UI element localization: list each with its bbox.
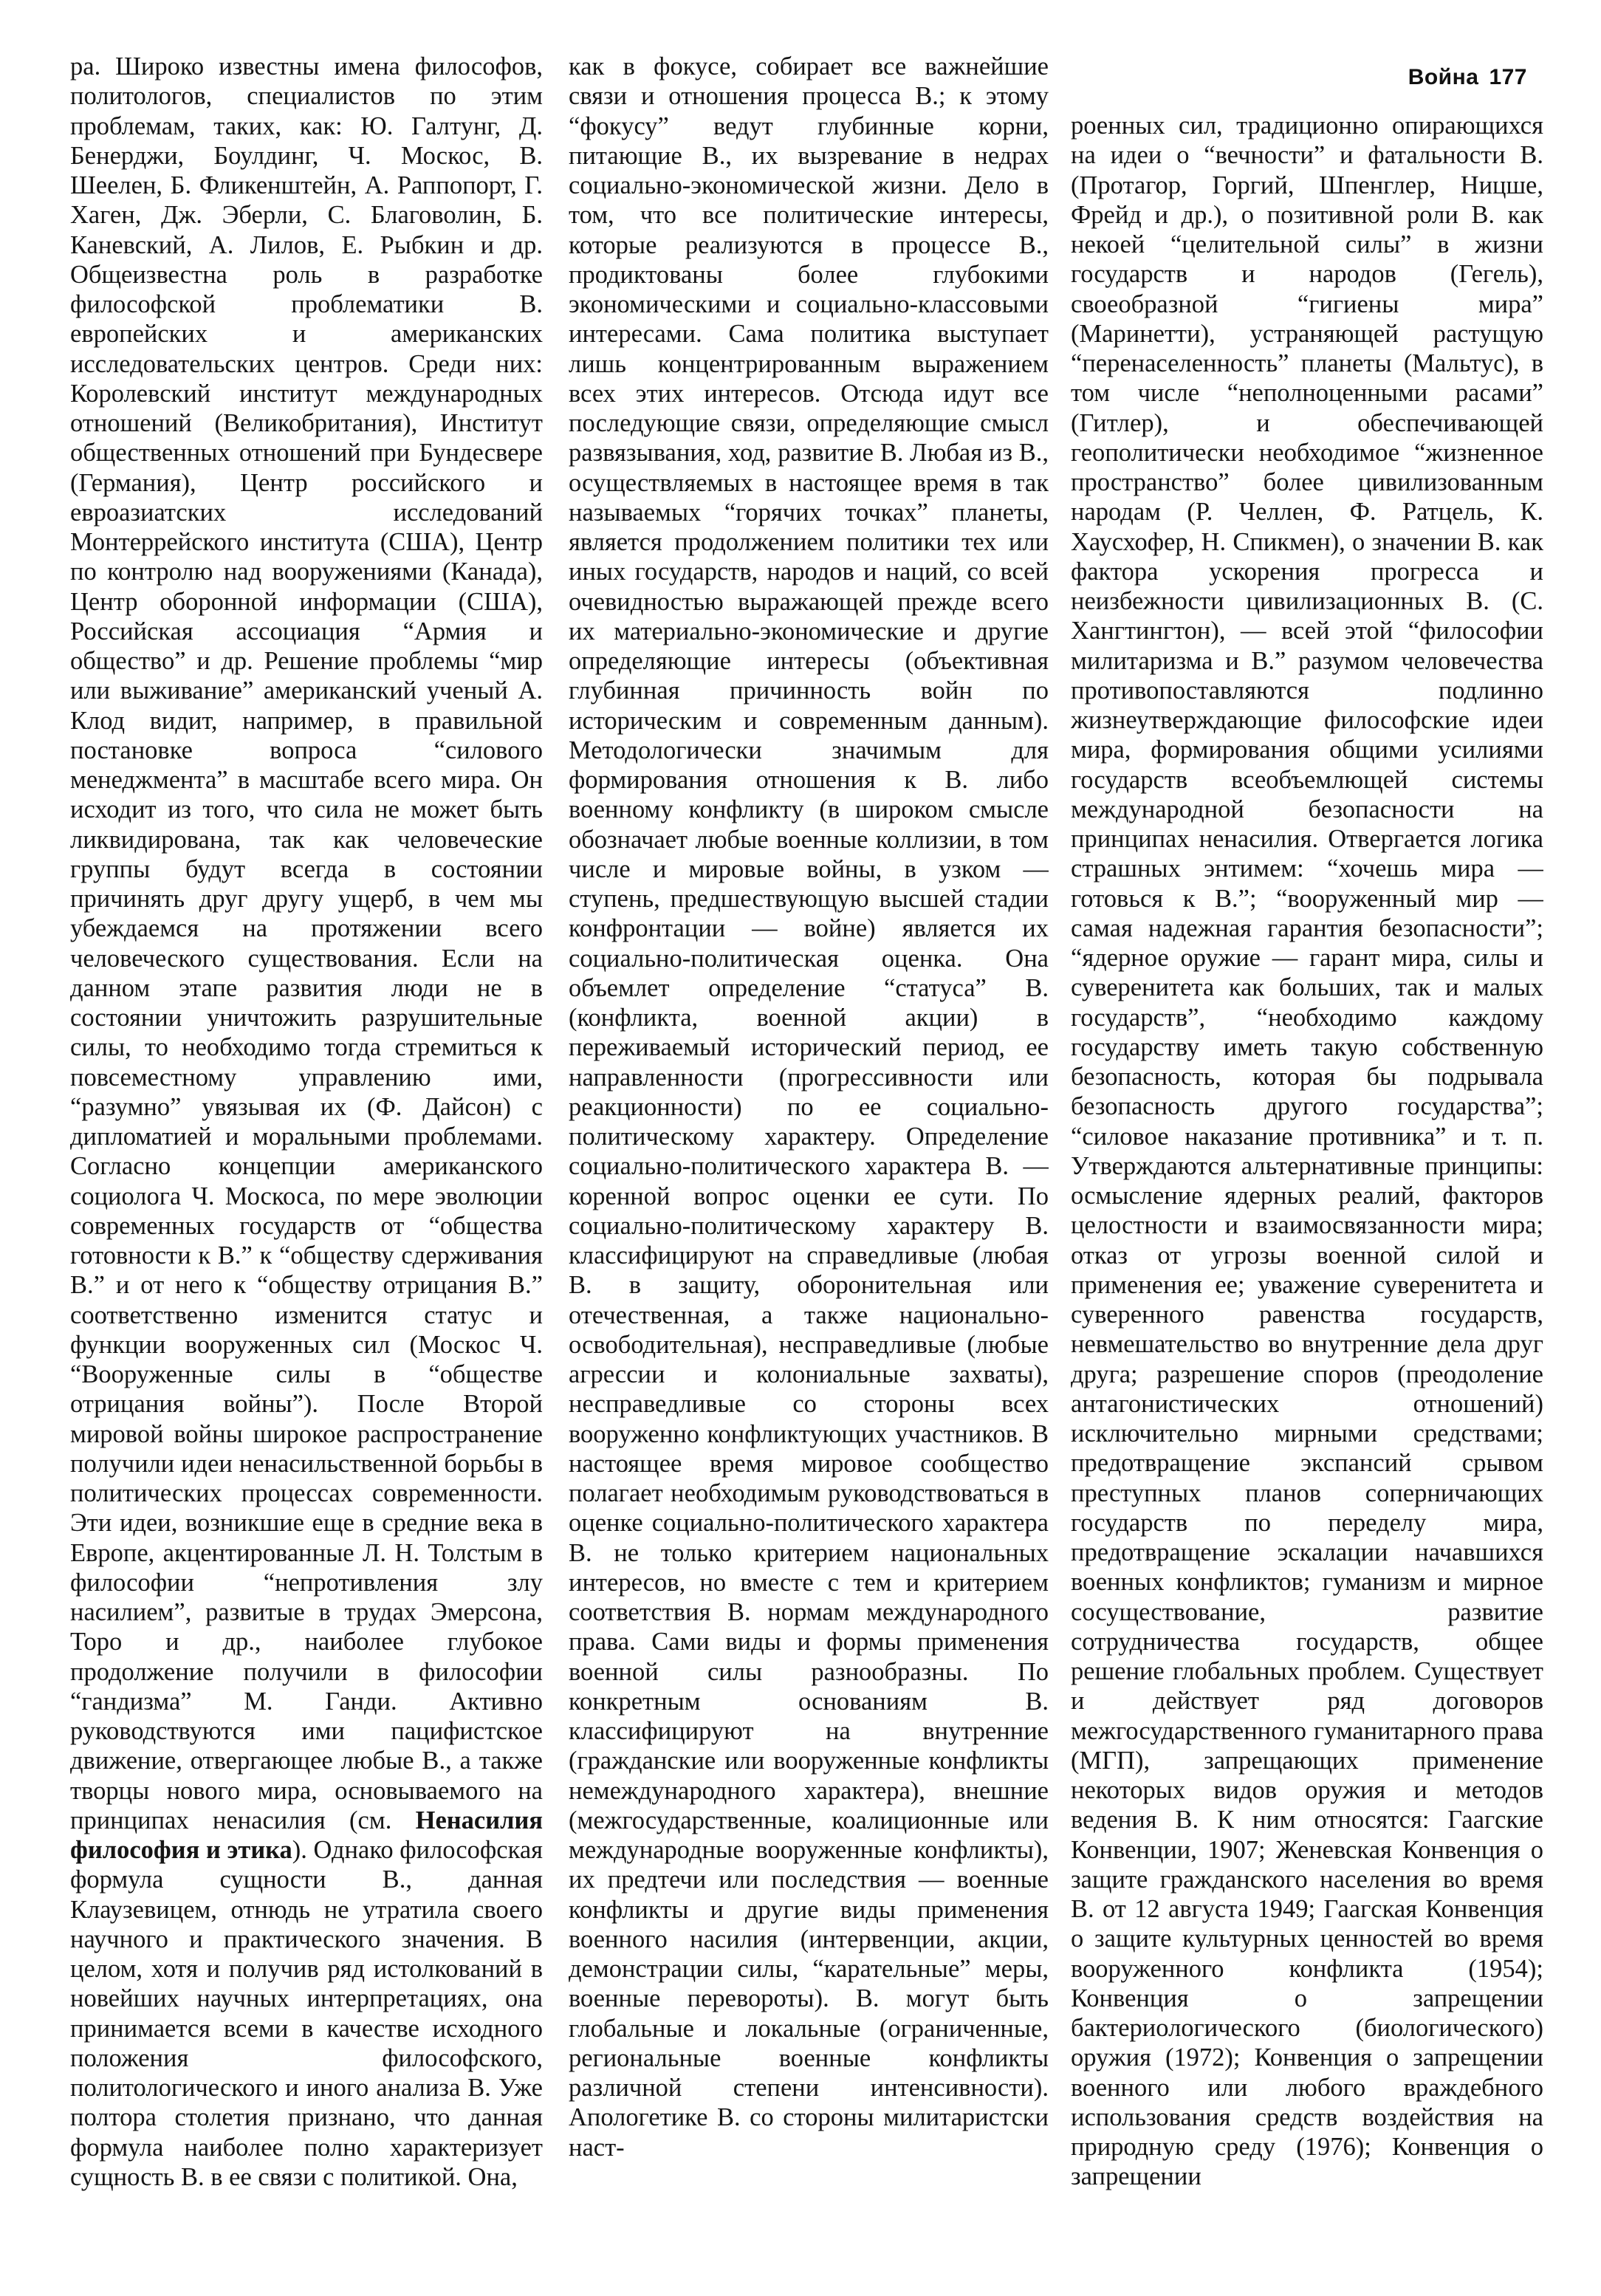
running-head-title: Война	[1408, 65, 1479, 89]
cross-reference-nonviolence: Ненасилия философия и этика	[70, 1806, 543, 1864]
column-1-text	[70, 52, 543, 2192]
column-1-text-part-1: ра. Широко известны имена философов, политологов, специалистов по этим проблемам, таких, как: Ю. Галтунг, Д. Бенерджи, Боулдинг, Ч. Москос, В. Шеелен, Б. Фликенштейн, А. Раппопорт, Г. Хаген, Дж. Эберли, С. Благоволин, Б. Каневский, А. Лилов, Е. Рыбкин и др. Общеизвестна роль в разработке философской проблематики В. европейских и американских исследовательских центров. Среди них: Королевский институт международных отношений (Великобритания), Институт общественных отношений при Бундесвере (Германия), Центр российского и евроазиатских исследований Монтеррейского института (США), Центр по контролю над вооружениями (Канада), Центр оборонной информации (США), Российская ассоциация “Армия и общество” и др. Решение проблемы “мир или выживание” американский ученый А. Клод видит, например, в правильной постановке вопроса “силового менеджмента” в масштабе всего мира. Он исходит из того, что сила не может быть ликвидирована, так как человеческие группы будут всегда в состоянии причинять друг другу ущерб, в чем мы убеждаемся на протяжении всего человеческого существования. Если на данном этапе развития люди не в состоянии уничтожить разрушительные силы, то необходимо тогда стремиться к повсеместному управлению ими, “разумно” увязывая их (Ф. Дайсон) с дипломатией и моральными проблемами. Согласно концепции американского социолога Ч. Москоса, по мере эволюции современных государств от “общества готовности к В.” к “обществу сдерживания В.” и от него к “обществу отрицания В.” соответственно изменится статус и функции вооруженных сил (Москос Ч. “Вооруженные силы в “обществе отрицания войны”). После Второй мировой войны широкое распространение получили идеи ненасильственной борьбы в политических процессах современности. Эти идеи, возникшие еще в средние века в Европе, акцентированные Л. Н. Толстым в философии “непротивления злу насилием”, развитые в трудах Эмерсона, Торо и др., наиболее глубокое продолжение получили в философии “гандизма” М. Ганди. Активно руководствуются ими пацифистское движение, отвергающее любые В., а также творцы нового мира, основываемого на принципах ненасилия (см.	[70, 52, 543, 1834]
text-column-1	[70, 52, 543, 2260]
running-head	[1408, 65, 1527, 90]
text-column-2	[569, 52, 1049, 2260]
column-1-text-part-2: ). Однако философская формула сущности В., данная Клаузевицем, отнюдь не утратила своего научного и практического значения. В целом, хотя и получив ряд истолкований в новейших научных интерпретациях, она принимается всеми в качестве исходного положения философского, политологического и иного анализа В. Уже полтора столетия признано, что данная формула наиболее полно характеризует сущность В. в ее связи с политикой. Она,	[70, 1836, 543, 2191]
column-2-text: как в фокусе, собирает все важнейшие связи и отношения процесса В.; к этому “фокусу” ведут глубинные корни, питающие В., их вызревание в недрах социально-экономической жизни. Дело в том, что все политические интересы, которые реализуются в процессе В., продиктованы более глубокими экономическими и социально-классовыми интересами. Сама политика выступает лишь концентрированным выражением всех этих интересов. Отсюда идут все последующие связи, определяющие смысл развязывания, ход, развитие В. Любая из В., осуществляемых в настоящее время в так называемых “горячих точках” планеты, является продолжением политики тех или иных государств, народов и наций, со всей очевидностью выражающей прежде всего их материально-экономические и другие определяющие интересы (объективная глубинная причинность войн по историческим и современным данным). Методологически значимым для формирования отношения к В. либо военному конфликту (в широком смысле обозначает любые военные коллизии, в том числе и мировые войны, в узком — ступень, предшествующую высшей стадии конфронтации — войне) является их социально-политическая оценка. Она объемлет определение “статуса” В. (конфликта, военной акции) в переживаемый исторический период, ее направленности (прогрессивности или реакционности) по ее социально-политическому характеру. Определение социально-политического характера В. — коренной вопрос оценки ее сути. По социально-политическому характеру В. классифицируют на справедливые (любая В. в защиту, оборонительная или отечественная, а также национально-освободительная), несправедливые (любые агрессии и колониальные захваты), несправедливые со стороны всех вооруженно конфликтующих участников. В настоящее время мировое сообщество полагает необходимым руководствоваться в оценке социально-политического характера В. не только критерием национальных интересов, но вместе с тем и критерием соответствия В. нормам международного права. Сами виды и формы применения военной силы разнообразны. По конкретным основаниям В. классифицируют на внутренние (гражданские или вооруженные конфликты немеждународного характера), внешние (межгосударственные, коалиционные или международные вооруженные конфликты), их предтечи или последствия — военные конфликты и другие виды применения военного насилия (интервенции, акции, демонстрации силы, “карательные” меры, военные перевороты). В. могут быть глобальные и локальные (ограниченные, региональные военные конфликты различной степени интенсивности). Апологетике В. со стороны милитаристски наст-	[569, 52, 1049, 2162]
column-3-text: роенных сил, традиционно опирающихся на идеи о “вечности” и фатальности В. (Протагор, Горгий, Шпенглер, Ницше, Фрейд и др.), о позитивной роли В. как некоей “целительной силы” в жизни государств и народов (Гегель), своеобразной “гигиены мира” (Маринетти), устраняющей растущую “перенаселенность” планеты (Мальтус), в том числе “неполноценными расами” (Гитлер), и обеспечивающей геополитически необходимое “жизненное пространство” более цивилизованным народам (Р. Челлен, Ф. Ратцель, К. Хаусхофер, Н. Спикмен), о значении В. как фактора ускорения прогресса и неизбежности цивилизационных В. (С. Хангтингтон), — всей этой “философии милитаризма и В.” разумом человечества противопоставляются подлинно жизнеутверждающие философские идеи мира, формирования общими усилиями государств всеобъемлющей системы международной безопасности на принципах ненасилия. Отвергается логика страшных энтимем: “хочешь мира — готовься к В.”; “вооруженный мир — самая надежная гарантия безопасности”; “ядерное оружие — гарант мира, силы и суверенитета как больших, так и малых государств”, “необходимо каждому государству иметь такую собственную безопасность, которая бы подрывала безопасность другого государства”; “силовое наказание противника” и т. п. Утверждаются альтернативные принципы: осмысление ядерных реалий, факторов целостности и взаимосвязанности мира; отказ от угрозы военной силой и применения ее; уважение суверенитета и суверенного равенства государств, невмешательство во внутренние дела друг друга; разрешение споров (преодоление антагонистических отношений) исключительно мирными средствами; предотвращение экспансий срывом преступных планов соперничающих государств по переделу мира, предотвращение эскалации начавшихся военных конфликтов; гуманизм и мирное сосуществование, развитие сотрудничества государств, общее решение глобальных проблем. Существует и действует ряд договоров межгосударственного гуманитарного права (МГП), запрещающих применение некоторых видов оружия и методов ведения В. К ним относятся: Гаагские Конвенции, 1907; Женевская Конвенция о защите гражданского населения во время В. от 12 августа 1949; Гаагская Конвенция о защите культурных ценностей во время вооруженного конфликта (1954); Конвенция о запрещении бактериологического (биологического) оружия (1972); Конвенция о запрещении военного или любого враждебного использования средств воздействия на природную среду (1976); Конвенция о запрещении	[1071, 112, 1543, 2191]
text-column-3	[1071, 111, 1543, 2260]
page-number: 177	[1489, 65, 1527, 89]
